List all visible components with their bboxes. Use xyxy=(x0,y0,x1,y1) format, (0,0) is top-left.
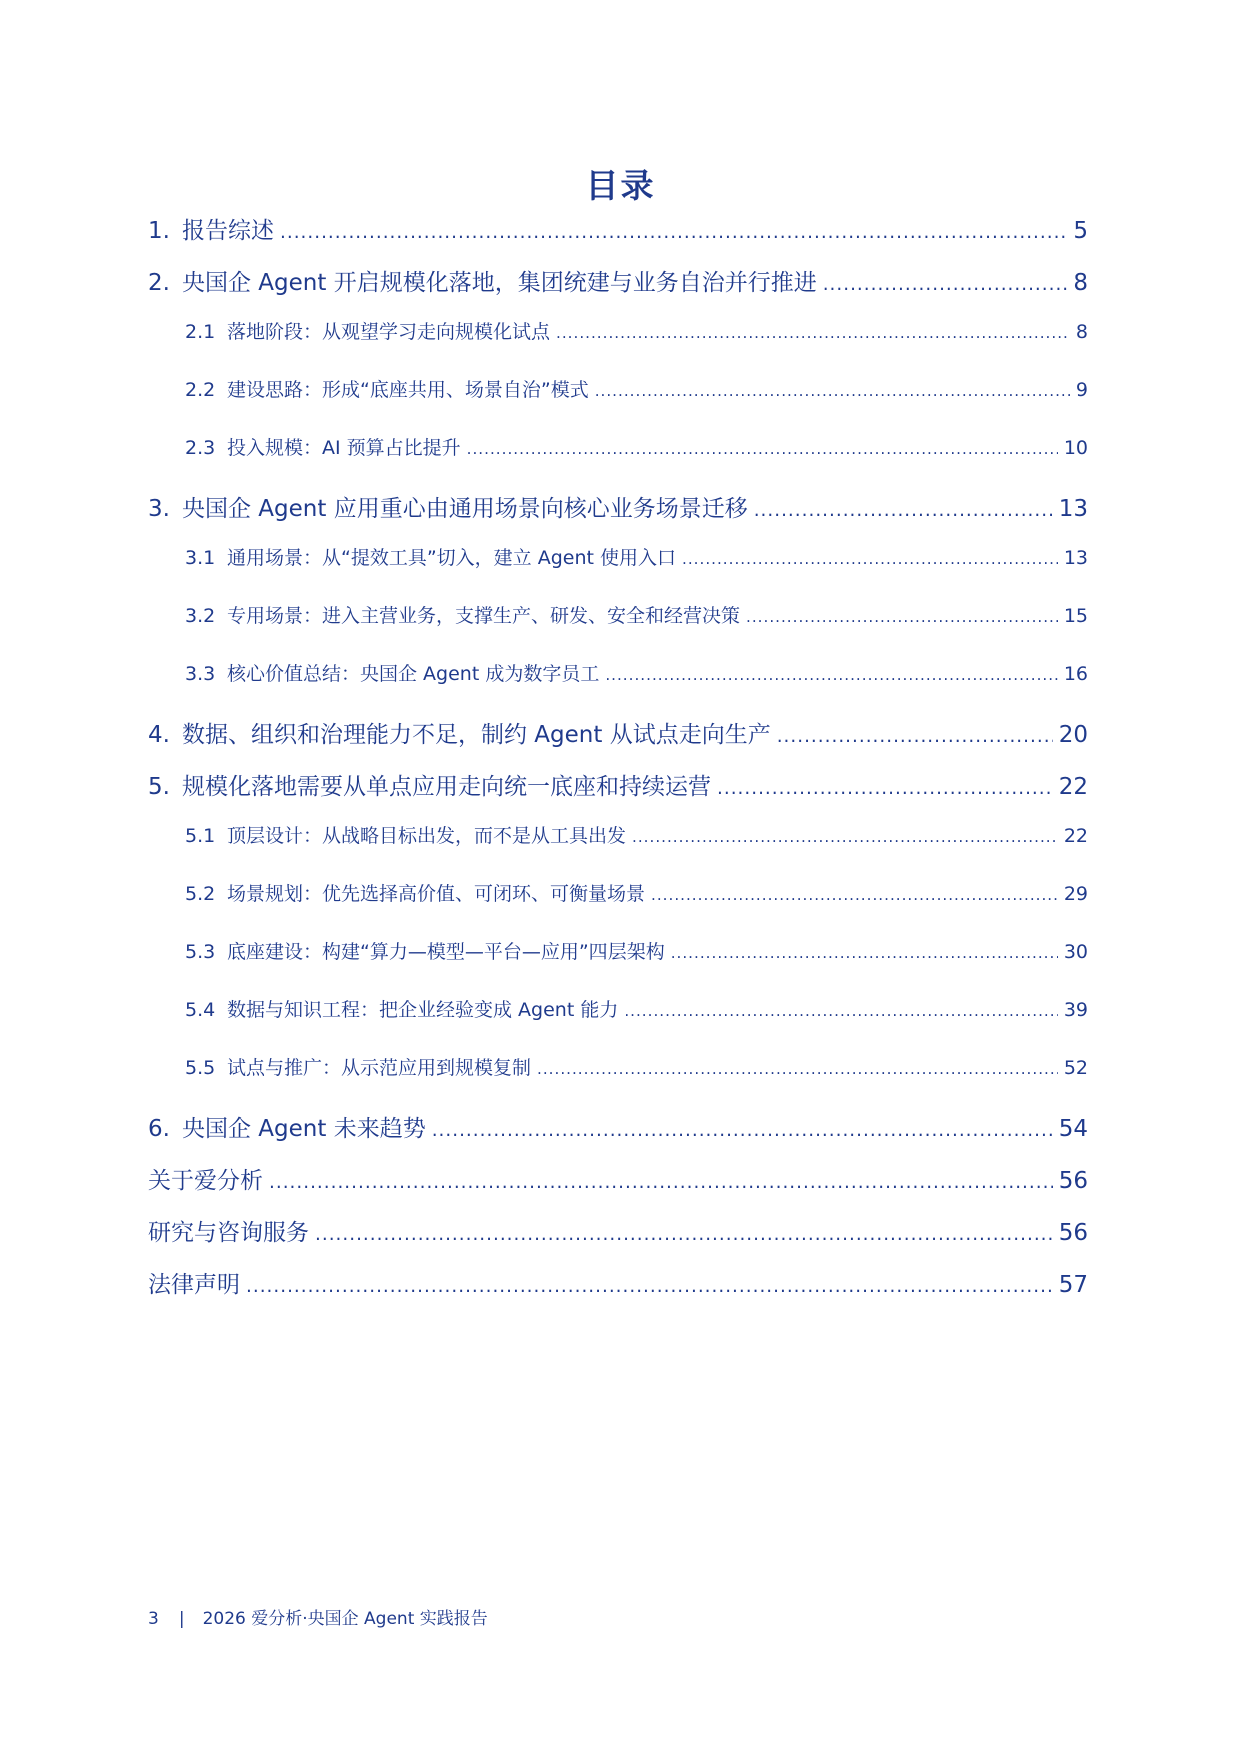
toc-entry-number: 1. xyxy=(148,218,170,244)
page-title: 目录 xyxy=(585,166,656,205)
toc-entry-number: 2.3 xyxy=(185,437,216,459)
toc-entry-label: 关于爱分析 xyxy=(148,1168,263,1194)
toc-entry-label: 数据、组织和治理能力不足，制约 Agent 从试点走向生产 xyxy=(182,722,771,748)
toc-entry-page: 13 xyxy=(1063,547,1088,569)
toc-leader-dots xyxy=(280,222,1067,243)
toc-entry-page: 29 xyxy=(1063,883,1088,905)
toc-leader-dots xyxy=(595,382,1070,400)
toc-entry-label: 核心价值总结：央国企 Agent 成为数字员工 xyxy=(227,663,600,685)
toc-leader-dots xyxy=(246,1276,1053,1297)
toc-leader-dots xyxy=(823,274,1068,295)
toc-subentry[interactable] xyxy=(185,937,1088,964)
toc-entry-page: 16 xyxy=(1063,663,1088,685)
toc-entry-label: 规模化落地需要从单点应用走向统一底座和持续运营 xyxy=(182,774,711,800)
toc-entry-page: 10 xyxy=(1063,437,1088,459)
toc-entry-page: 8 xyxy=(1075,321,1088,343)
footer-separator: | xyxy=(178,1609,185,1629)
toc-entry-page: 15 xyxy=(1063,605,1088,627)
toc-entry-label: 顶层设计：从战略目标出发，而不是从工具出发 xyxy=(227,825,627,847)
toc-entry[interactable] xyxy=(148,1162,1088,1195)
toc-entry[interactable] xyxy=(148,212,1088,245)
toc-subentry[interactable] xyxy=(185,995,1088,1022)
toc-entry-label: 央国企 Agent 应用重心由通用场景向核心业务场景迁移 xyxy=(182,496,748,522)
toc-entry-number: 2. xyxy=(148,270,170,296)
toc-entry[interactable] xyxy=(148,490,1088,523)
toc-entry-page: 57 xyxy=(1058,1272,1088,1298)
footer-page-number: 3 xyxy=(148,1609,159,1629)
toc-entry[interactable] xyxy=(148,1214,1088,1247)
toc-entry[interactable] xyxy=(148,716,1088,749)
toc-entry-number: 5.2 xyxy=(185,883,216,905)
toc-leader-dots xyxy=(467,440,1058,458)
toc-subentry[interactable] xyxy=(185,433,1088,460)
toc-leader-dots xyxy=(624,1002,1057,1020)
toc-entry-page: 20 xyxy=(1058,722,1088,748)
toc-entry-page: 52 xyxy=(1063,1057,1088,1079)
toc-leader-dots xyxy=(432,1120,1053,1141)
toc-entry-number: 5.1 xyxy=(185,825,216,847)
toc-subentry[interactable] xyxy=(185,1053,1088,1080)
toc-entry-page: 56 xyxy=(1058,1220,1088,1246)
toc-subentry[interactable] xyxy=(185,879,1088,906)
toc-leader-dots xyxy=(777,726,1053,747)
toc-leader-dots xyxy=(605,666,1057,684)
toc-entry-label: 报告综述 xyxy=(182,218,274,244)
toc-entry-label: 央国企 Agent 未来趋势 xyxy=(182,1116,426,1142)
toc-entry-label: 通用场景：从“提效工具”切入，建立 Agent 使用入口 xyxy=(227,547,677,569)
toc-leader-dots xyxy=(746,608,1058,626)
toc-entry-label: 场景规划：优先选择高价值、可闭环、可衡量场景 xyxy=(227,883,646,905)
toc-entry-label: 投入规模：AI 预算占比提升 xyxy=(227,437,461,459)
toc-entry-label: 数据与知识工程：把企业经验变成 Agent 能力 xyxy=(227,999,619,1021)
toc-entry-page: 30 xyxy=(1063,941,1088,963)
toc-subentry[interactable] xyxy=(185,317,1088,344)
toc-entry-number: 3. xyxy=(148,496,170,522)
toc-leader-dots xyxy=(682,550,1058,568)
toc-entry-number: 2.1 xyxy=(185,321,216,343)
toc-entry-number: 5. xyxy=(148,774,170,800)
toc-entry-page: 56 xyxy=(1058,1168,1088,1194)
toc-entry[interactable] xyxy=(148,768,1088,801)
toc-entry-page: 39 xyxy=(1063,999,1088,1021)
toc-subentry[interactable] xyxy=(185,543,1088,570)
toc-entry-number: 5.3 xyxy=(185,941,216,963)
toc-leader-dots xyxy=(537,1060,1058,1078)
toc-leader-dots xyxy=(315,1224,1053,1245)
toc-entry-label: 试点与推广：从示范应用到规模复制 xyxy=(227,1057,532,1079)
toc-entry-label: 底座建设：构建“算力—模型—平台—应用”四层架构 xyxy=(227,941,665,963)
toc-entry-page: 54 xyxy=(1058,1116,1088,1142)
toc-subentry[interactable] xyxy=(185,601,1088,628)
toc-entry-page: 22 xyxy=(1063,825,1088,847)
toc-subentry[interactable] xyxy=(185,659,1088,686)
toc-entry-page: 8 xyxy=(1073,270,1088,296)
toc-entry-label: 建设思路：形成“底座共用、场景自治”模式 xyxy=(227,379,589,401)
toc-leader-dots xyxy=(632,828,1058,846)
toc-leader-dots xyxy=(651,886,1058,904)
toc-leader-dots xyxy=(754,500,1053,521)
toc-entry-number: 4. xyxy=(148,722,170,748)
toc-entry-label: 研究与咨询服务 xyxy=(148,1220,309,1246)
toc-entry[interactable] xyxy=(148,1110,1088,1143)
toc-entry-number: 2.2 xyxy=(185,379,216,401)
toc-entry-number: 5.4 xyxy=(185,999,216,1021)
toc-entry-label: 法律声明 xyxy=(148,1272,240,1298)
toc-entry-page: 13 xyxy=(1058,496,1088,522)
toc-entry-label: 专用场景：进入主营业务，支撑生产、研发、安全和经营决策 xyxy=(227,605,741,627)
toc-leader-dots xyxy=(671,944,1058,962)
toc-entry-label: 落地阶段：从观望学习走向规模化试点 xyxy=(227,321,551,343)
toc-entry-page: 5 xyxy=(1073,218,1088,244)
toc-entry-number: 6. xyxy=(148,1116,170,1142)
toc-entry-number: 5.5 xyxy=(185,1057,216,1079)
toc-entry[interactable] xyxy=(148,1266,1088,1299)
footer-report-title: 2026 爱分析·央国企 Agent 实践报告 xyxy=(202,1609,488,1629)
toc-subentry[interactable] xyxy=(185,375,1088,402)
toc-subentry[interactable] xyxy=(185,821,1088,848)
toc-entry-number: 3.3 xyxy=(185,663,216,685)
toc-leader-dots xyxy=(556,324,1070,342)
toc-leader-dots xyxy=(269,1172,1053,1193)
toc-entry-page: 22 xyxy=(1058,774,1088,800)
page-footer xyxy=(148,1604,488,1629)
toc-entry-number: 3.2 xyxy=(185,605,216,627)
toc-entry-number: 3.1 xyxy=(185,547,216,569)
toc-entry-label: 央国企 Agent 开启规模化落地，集团统建与业务自治并行推进 xyxy=(182,270,817,296)
toc-entry-page: 9 xyxy=(1075,379,1088,401)
toc-leader-dots xyxy=(717,778,1053,799)
toc-entry[interactable] xyxy=(148,264,1088,297)
